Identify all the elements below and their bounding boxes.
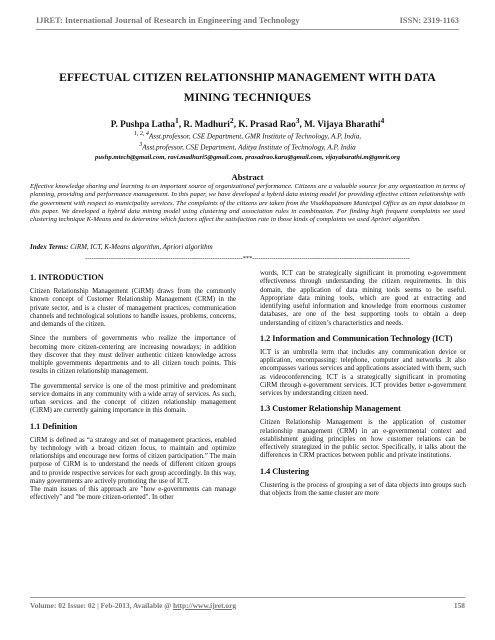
paragraph: The governmental service is one of the most primitive and predominant service domains in any community with a wide array of services. As such, urban services and the concept of citizen relationship management (CiRM) are currently gaining importance in this domain. <box>30 382 236 415</box>
title-line-1: EFFECTUAL CITIZEN RELATIONSHIP MANAGEMENT WITH DATA <box>59 71 436 84</box>
paragraph: words, ICT can be strategically significant in promoting e-government effectiveness through understanding the citizen requirements. In this domain, the application of data mining tools seems to be useful. Appropriate data mining tools, which are good at extracting and identifying useful information and knowledge from enormous customer databases, are one of the best supporting tools to obtain a deep understanding of citizen’s characteristics and needs. <box>260 270 466 327</box>
paragraph: The main issues of this approach are "how e-governments can manage effectively" and "be more citizen-oriented". In other <box>30 486 236 502</box>
author-list: P. Pushpa Latha$^1$, R. Madhuri$^2$, K. Prasad Rao$^3$, M. Vijaya Bharathi$^4$ <box>110 116 385 130</box>
author-name: M. Vijaya Bharathi <box>304 119 381 130</box>
footer-volume: Volume: 02 Issue: 02 | Feb-2013, Available @ <box>30 601 173 610</box>
affiliation-text: Asst.professor, CSE Department, Aditya Institute of Technology, A.P, India <box>142 143 356 152</box>
index-terms-text: CiRM, ICT, K-Means algorithm, Apriori algorithm <box>68 243 213 251</box>
section-heading: 1.3 Customer Relationship Management <box>260 404 401 414</box>
affiliation-sup: 1, 2, 4 <box>133 131 149 137</box>
affiliation-text: Asst.professor, CSE Department, GMR Institute of Technology, A.P, India, <box>148 132 362 141</box>
author-name: R. Madhuri <box>183 119 230 130</box>
running-footer <box>30 601 465 610</box>
journal-name: IJRET: International Journal of Research in Engineering and Technology <box>36 16 300 25</box>
author-emails: pushp.mtech@gmail.com, ravi.madhuri5@gmail.com, prasadrao.karu@gmail.com, vijayabarathi.m@gmrit.org <box>94 154 400 161</box>
journal-link[interactable]: http://www.ijret.org <box>172 601 237 610</box>
paragraph: Clustering is the process of grouping a set of data objects into groups such that objects from the same cluster are more <box>260 481 466 497</box>
author-name: P. Pushpa Latha <box>110 119 175 130</box>
index-terms <box>30 243 465 251</box>
footer-rule <box>30 597 465 598</box>
issn: ISSN: 2319-1163 <box>399 16 459 25</box>
author-sup: 2 <box>229 116 234 125</box>
paper-title <box>40 68 455 108</box>
abstract-text: Effective knowledge sharing and learning is an important source of organizational performance. Citizens are a valuable source for any organization in terms of planning, providing and performance management. In this paper, we have developed a hybrid data mining model for providing effective citizen relationship with the government with respect to municipality services. The complaints of the citizens are taken from the Visakhapatnam Municipal Office as an input database in this paper. We developed a hybrid data mining model using clustering and association rules in combination. For finding high frequent complaints we used clustering technique K-Means and to determine which factors affect the satisfaction rate in those kinds of complaints we used Apriori algorithm. <box>30 183 465 224</box>
paragraph: Since the numbers of governments who realize the importance of becoming more citizen-centering are increasing nowadays; in addition they discover that they must deliver authentic citizen knowledge across multiple governments departments and to all citizen touch points. This results in citizen relationship management. <box>30 335 236 376</box>
footer-info <box>30 601 236 610</box>
section-heading: 1. INTRODUCTION <box>30 273 104 282</box>
section-heading: 1.1 Definition <box>30 421 78 431</box>
author-sup: 4 <box>380 116 385 125</box>
running-header <box>36 16 459 25</box>
paragraph: ICT is an umbrella term that includes any communication device or application, encompassing: telephone, computer and networks .It also encompasses various services and applications associated with them, such as videoconferencing. ICT is a strategically significant in promoting CiRM through e-government services. ICT provides better e-government services by understanding citizen need. <box>260 348 466 397</box>
affiliation-1 <box>36 131 459 140</box>
affiliation-sup: 3 <box>139 142 143 148</box>
right-column <box>260 270 466 504</box>
section-heading: 1.4 Clustering <box>260 466 310 476</box>
paragraph: Citizen Relationship Management is the application of customer relationship management (CRM) in an e-governmental context and establishment guiding principles on how customer relations can be effectively strategized in the public sector. Specifically, it talks about the differences in CRM practices between public and private institutions. <box>260 419 466 460</box>
section-heading: 1.2 Information and Communication Technology (ICT) <box>260 333 453 343</box>
index-terms-label: Index Terms: <box>30 243 69 251</box>
author-sup: 1 <box>174 116 179 125</box>
title-line-2: MINING TECHNIQUES <box>183 91 312 104</box>
author-name: K. Prasad Rao <box>238 119 296 130</box>
paragraph: Citizen Relationship Management (CiRM) draws from the commonly known concept of Customer Relationship Management (CRM) in the private sector, and is a cluster of management practices, communication channels and technological solutions to handle issues, problems, concerns, and demands of the citizen. <box>30 288 236 328</box>
section-separator: --------------------------------------------------------------------------***-------------------------------------------------------------------------- <box>85 255 410 262</box>
author-sup: 3 <box>295 116 300 125</box>
left-column <box>30 270 236 509</box>
abstract-heading: Abstract <box>231 172 264 182</box>
page-number: 158 <box>453 601 465 610</box>
header-rule <box>36 29 459 30</box>
paragraph: CiRM is defined as “a strategy and set of management practices, enabled by technology with a broad citizen focus, to maintain and optimize relationships and encourage new forms of citizen participation.” The main purpose of CiRM is to understand the needs of different citizen groups and to provide respective services for each group accordingly. In this way, many governments are actively promoting the use of ICT. <box>30 436 236 485</box>
affiliation-2 <box>36 142 459 151</box>
